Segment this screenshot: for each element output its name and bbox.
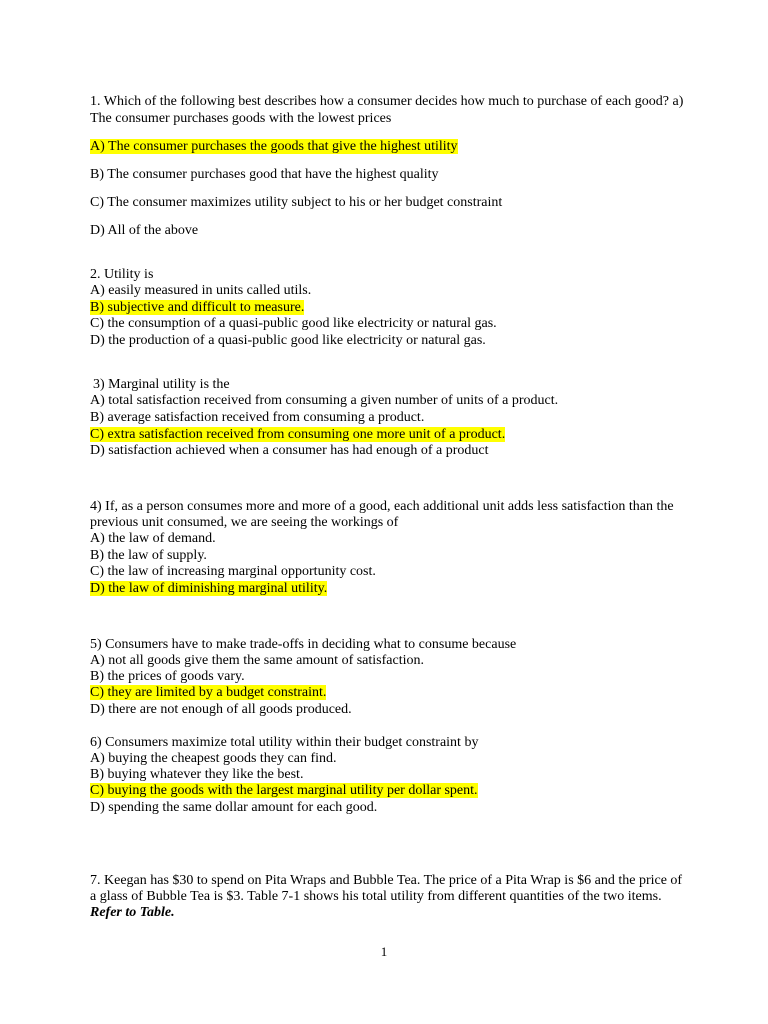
answer-highlight: C) they are limited by a budget constraint. bbox=[90, 685, 327, 700]
q6-option-b: B) buying whatever they like the best. bbox=[90, 767, 304, 782]
q4-option-d bbox=[90, 581, 327, 598]
q4-option-a: A) the law of demand. bbox=[90, 531, 216, 546]
q1-option-c: C) The consumer maximizes utility subject to his or her budget constraint bbox=[90, 195, 503, 210]
q7-stem-line1: 7. Keegan has $30 to spend on Pita Wraps and Bubble Tea. The price of a Pita Wrap is $6 and the price of bbox=[90, 873, 683, 888]
q4-option-c: C) the law of increasing marginal opportunity cost. bbox=[90, 564, 376, 579]
q6-option-a: A) buying the cheapest goods they can find. bbox=[90, 751, 337, 766]
q3-option-a: A) total satisfaction received from consuming a given number of units of a product. bbox=[90, 393, 559, 408]
q6-option-c bbox=[90, 783, 478, 800]
q2-stem: 2. Utility is bbox=[90, 267, 154, 282]
q1-option-d: D) All of the above bbox=[90, 223, 199, 238]
q3-option-c bbox=[90, 427, 505, 444]
q4-stem-line1: 4) If, as a person consumes more and more of a good, each additional unit adds less satisfaction than the bbox=[90, 499, 674, 514]
q2-option-c: C) the consumption of a quasi-public good like electricity or natural gas. bbox=[90, 316, 497, 331]
q5-option-d: D) there are not enough of all goods produced. bbox=[90, 702, 352, 717]
q5-stem: 5) Consumers have to make trade-offs in deciding what to consume because bbox=[90, 637, 517, 652]
answer-highlight: B) subjective and difficult to measure. bbox=[90, 300, 305, 315]
q1-option-b: B) The consumer purchases good that have the highest quality bbox=[90, 167, 439, 182]
page-number: 1 bbox=[380, 944, 388, 959]
q1-stem-line2: The consumer purchases goods with the lowest prices bbox=[90, 111, 392, 126]
q6-stem: 6) Consumers maximize total utility within their budget constraint by bbox=[90, 735, 479, 750]
answer-highlight: C) buying the goods with the largest marginal utility per dollar spent. bbox=[90, 783, 478, 798]
q7-note: Refer to Table. bbox=[90, 905, 175, 920]
q2-option-a: A) easily measured in units called utils. bbox=[90, 283, 312, 298]
q3-option-b: B) average satisfaction received from consuming a product. bbox=[90, 410, 425, 425]
answer-highlight: C) extra satisfaction received from consuming one more unit of a product. bbox=[90, 427, 506, 442]
answer-highlight: D) the law of diminishing marginal utility. bbox=[90, 581, 328, 596]
q2-option-d: D) the production of a quasi-public good like electricity or natural gas. bbox=[90, 333, 486, 348]
q5-option-b: B) the prices of goods vary. bbox=[90, 669, 245, 684]
q6-option-d: D) spending the same dollar amount for each good. bbox=[90, 800, 378, 815]
q1-stem-line1: 1. Which of the following best describes how a consumer decides how much to purchase of each good? a) bbox=[90, 94, 684, 109]
q3-stem: 3) Marginal utility is the bbox=[93, 377, 230, 392]
q4-option-b: B) the law of supply. bbox=[90, 548, 207, 563]
q7-stem-line2: a glass of Bubble Tea is $3. Table 7-1 shows his total utility from different quantities of the two items. bbox=[90, 889, 662, 904]
q5-option-c bbox=[90, 685, 326, 702]
q1-option-a bbox=[90, 139, 458, 156]
q3-option-d: D) satisfaction achieved when a consumer has had enough of a product bbox=[90, 443, 489, 458]
q2-option-b bbox=[90, 300, 304, 317]
answer-highlight: A) The consumer purchases the goods that give the highest utility bbox=[90, 139, 458, 154]
q5-option-a: A) not all goods give them the same amount of satisfaction. bbox=[90, 653, 424, 668]
q4-stem-line2: previous unit consumed, we are seeing the workings of bbox=[90, 515, 399, 530]
